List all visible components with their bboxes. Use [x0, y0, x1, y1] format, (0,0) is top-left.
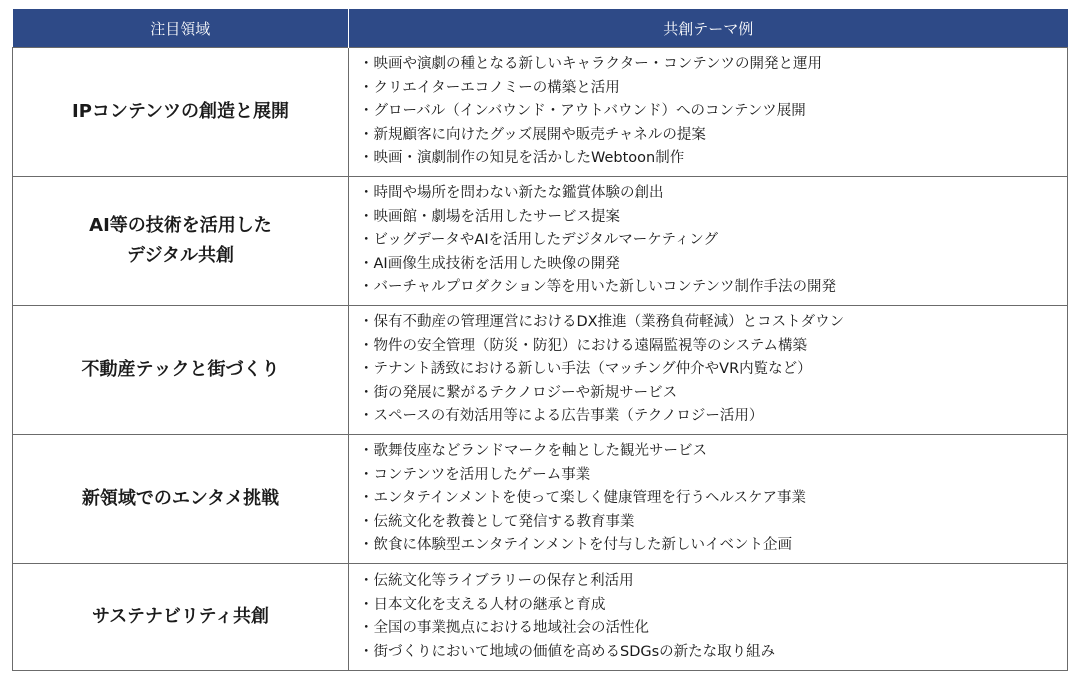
theme-examples-cell: [349, 564, 1068, 671]
theme-item: ・ 街の発展に繋がるテクノロジーや新規サービス: [359, 382, 1061, 406]
theme-table: [12, 9, 1068, 671]
theme-item: ・ 歌舞伎座などランドマークを軸とした観光サービス: [359, 440, 1061, 464]
table-row: [13, 306, 1068, 435]
focus-area-title: AI等の技術を活用した: [89, 215, 272, 236]
table-row: [13, 435, 1068, 564]
focus-area-cell: [13, 306, 349, 435]
theme-item: ・ 映画・演劇制作の知見を活かしたWebtoon制作: [359, 147, 1061, 171]
theme-list: [359, 570, 1061, 664]
focus-area-title: 不動産テックと街づくり: [81, 359, 280, 380]
theme-item: ・ ビッグデータやAIを活用したデジタルマーケティング: [359, 229, 1061, 253]
theme-table-container: [12, 9, 1067, 671]
header-theme-examples: 共創テーマ例: [349, 9, 1068, 48]
theme-item: ・ 映画館・劇場を活用したサービス提案: [359, 206, 1061, 230]
theme-item: ・ 保有不動産の管理運営におけるDX推進（業務負荷軽減）とコストダウン: [359, 311, 1061, 335]
focus-area-title: デジタル共創: [127, 245, 234, 266]
table-row: [13, 177, 1068, 306]
theme-item: ・ 全国の事業拠点における地域社会の活性化: [359, 617, 1061, 641]
table-header: [13, 9, 1068, 48]
theme-item: ・ 伝統文化等ライブラリーの保存と利活用: [359, 570, 1061, 594]
theme-item: ・ グローバル（インバウンド・アウトバウンド）へのコンテンツ展開: [359, 100, 1061, 124]
theme-item: ・ 新規顧客に向けたグッズ展開や販売チャネルの提案: [359, 124, 1061, 148]
theme-examples-cell: [349, 435, 1068, 564]
table-row: [13, 48, 1068, 177]
theme-item: ・ スペースの有効活用等による広告事業（テクノロジー活用）: [359, 405, 1061, 429]
focus-area-cell: [13, 564, 349, 671]
theme-item: ・ テナント誘致における新しい手法（マッチング仲介やVR内覧など）: [359, 358, 1061, 382]
theme-item: ・ AI画像生成技術を活用した映像の開発: [359, 253, 1061, 277]
focus-area-title: サステナビリティ共創: [91, 606, 270, 627]
theme-item: ・ 映画や演劇の種となる新しいキャラクター・コンテンツの開発と運用: [359, 53, 1061, 77]
theme-item: ・ 時間や場所を問わない新たな鑑賞体験の創出: [359, 182, 1061, 206]
theme-examples-cell: [349, 306, 1068, 435]
theme-examples-cell: [349, 48, 1068, 177]
theme-list: [359, 182, 1061, 300]
theme-item: ・ 街づくりにおいて地域の価値を高めるSDGsの新たな取り組み: [359, 641, 1061, 665]
focus-area-title: 新領域でのエンタメ挑戦: [81, 488, 280, 509]
theme-item: ・ バーチャルプロダクション等を用いた新しいコンテンツ制作手法の開発: [359, 276, 1061, 300]
theme-item: ・ コンテンツを活用したゲーム事業: [359, 464, 1061, 488]
theme-item: ・ エンタテインメントを使って楽しく健康管理を行うヘルスケア事業: [359, 487, 1061, 511]
theme-item: ・ 伝統文化を教養として発信する教育事業: [359, 511, 1061, 535]
table-row: [13, 564, 1068, 671]
theme-list: [359, 311, 1061, 429]
theme-item: ・ 物件の安全管理（防災・防犯）における遠隔監視等のシステム構築: [359, 335, 1061, 359]
focus-area-title: IPコンテンツの創造と展開: [72, 101, 289, 122]
theme-item: ・ 日本文化を支える人材の継承と育成: [359, 594, 1061, 618]
focus-area-cell: [13, 177, 349, 306]
theme-examples-cell: [349, 177, 1068, 306]
theme-list: [359, 440, 1061, 558]
theme-item: ・ クリエイターエコノミーの構築と活用: [359, 77, 1061, 101]
focus-area-cell: [13, 48, 349, 177]
theme-list: [359, 53, 1061, 171]
focus-area-cell: [13, 435, 349, 564]
table-body: [13, 48, 1068, 671]
header-focus-area: 注目領域: [13, 9, 349, 48]
theme-item: ・ 飲食に体験型エンタテインメントを付与した新しいイベント企画: [359, 534, 1061, 558]
